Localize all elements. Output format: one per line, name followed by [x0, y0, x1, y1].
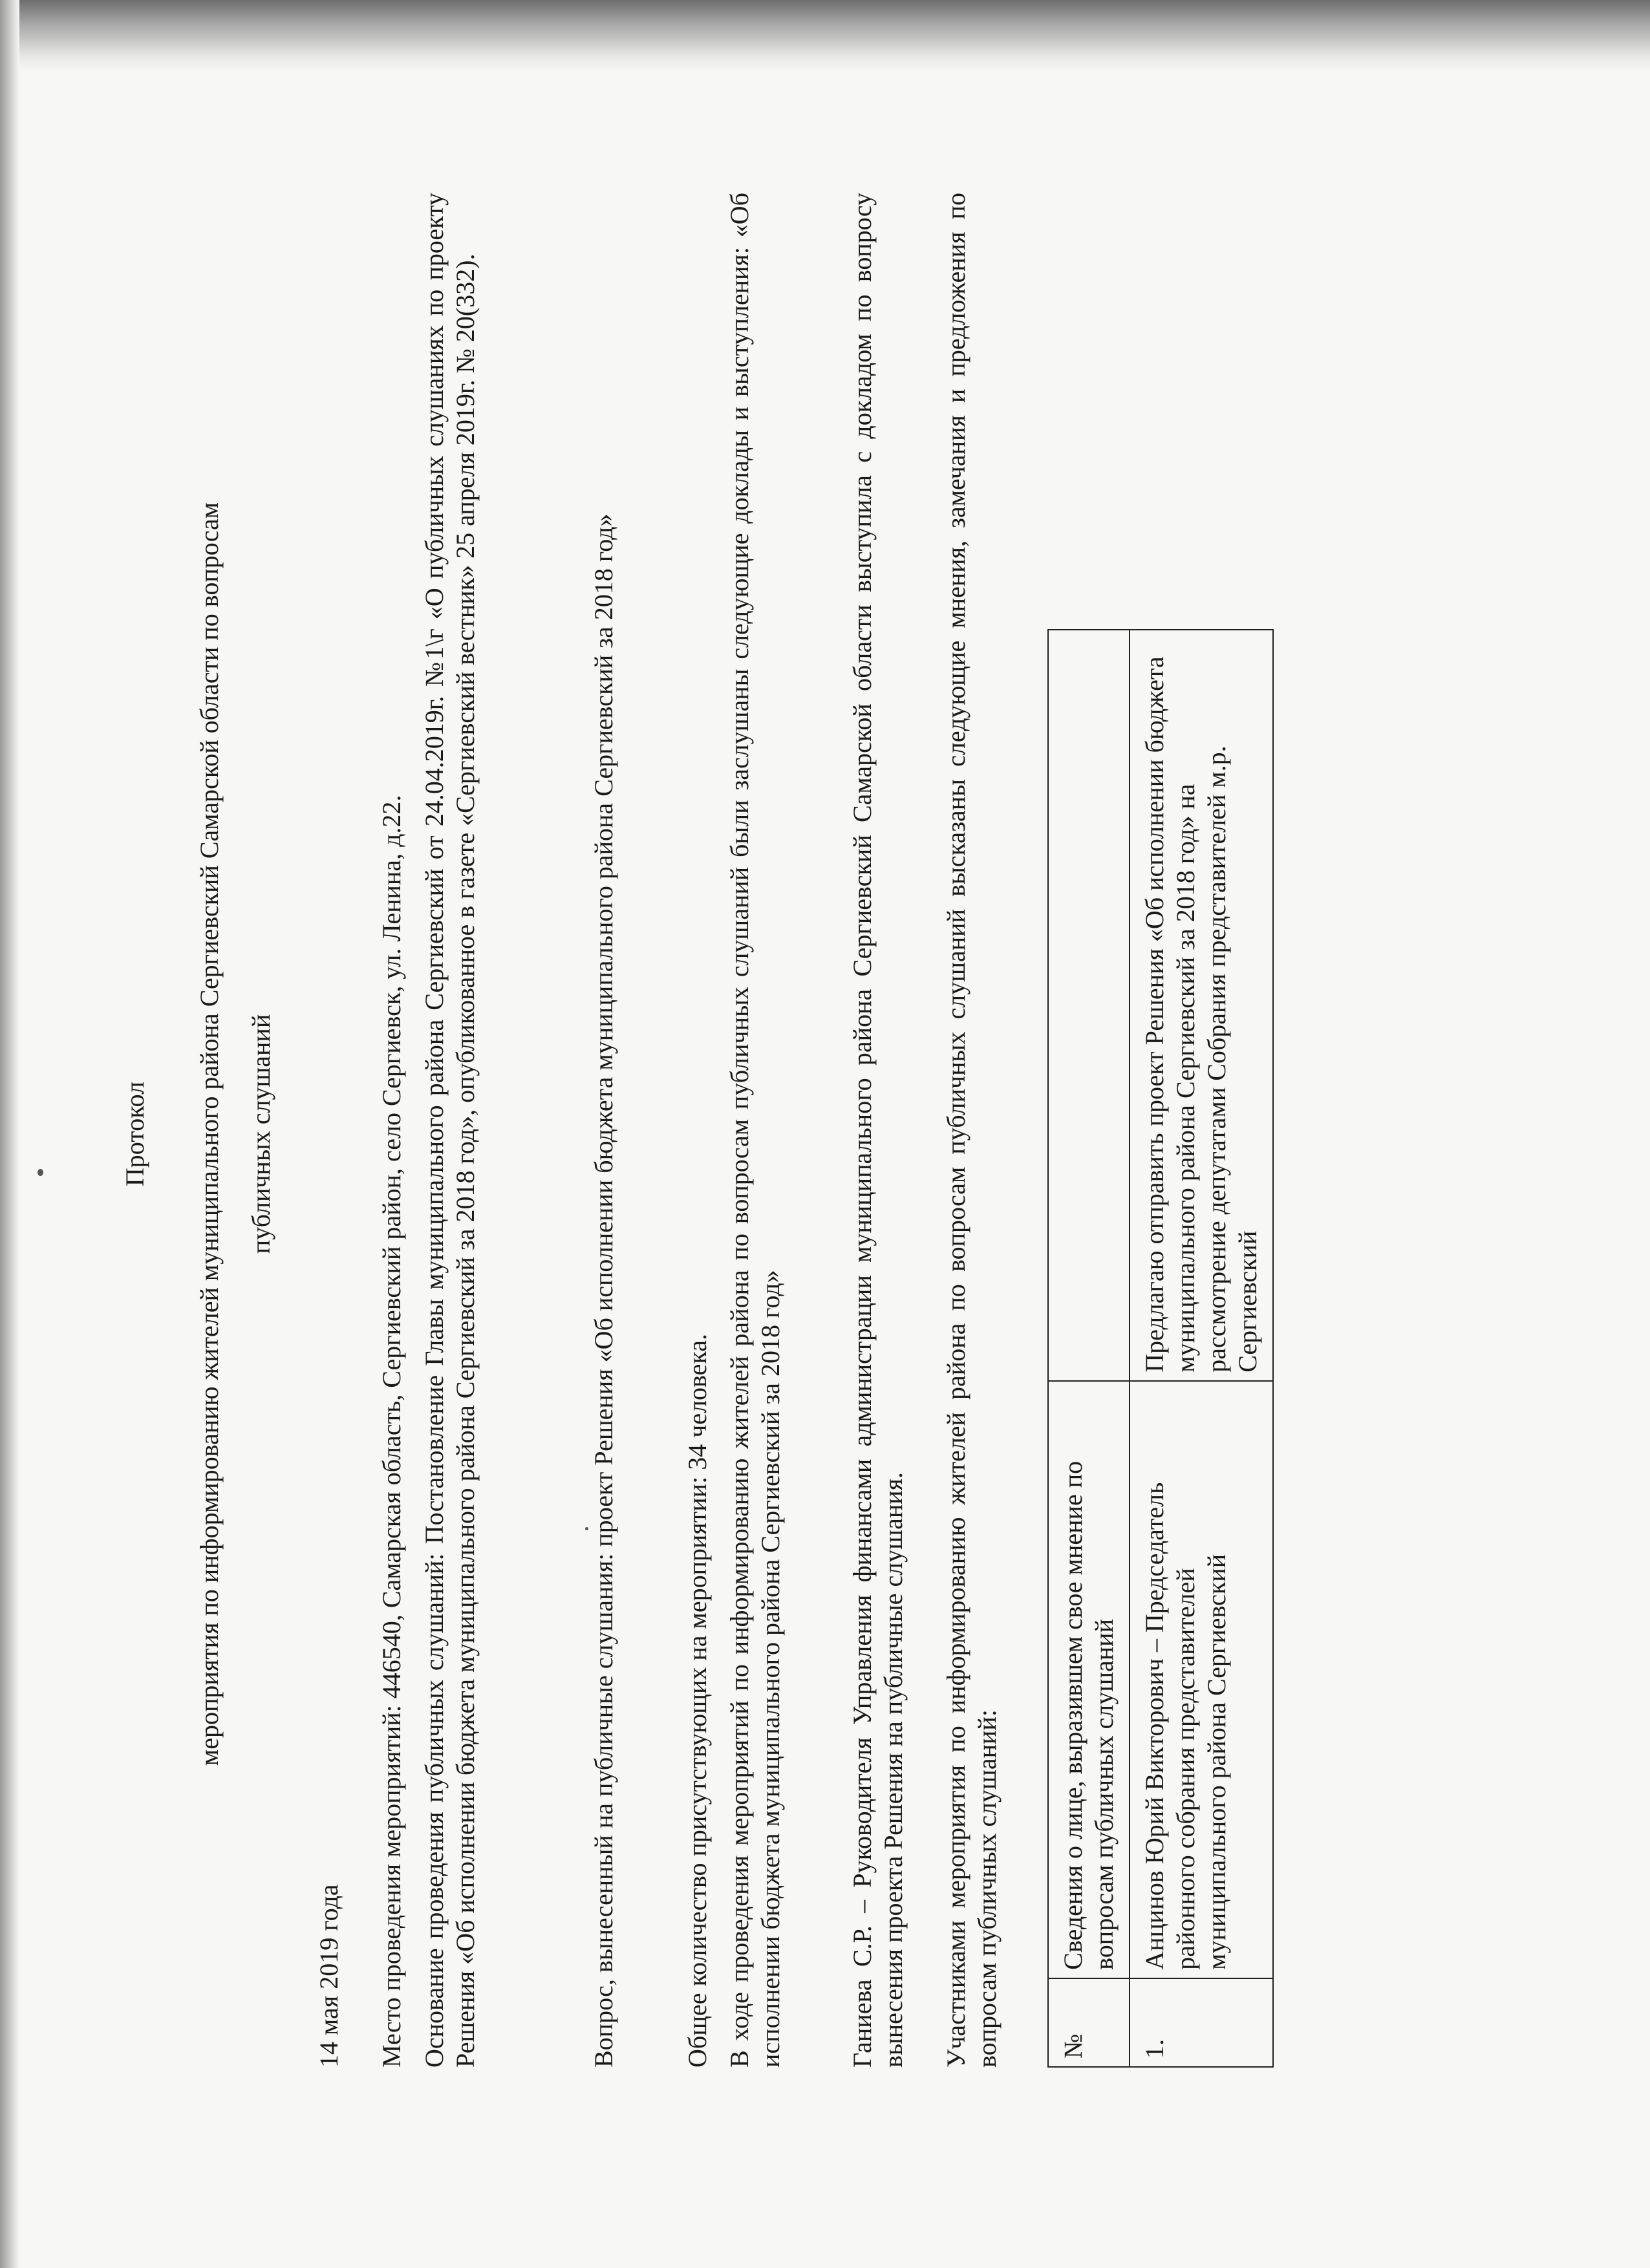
document-subtitle-line2: публичных слушаний — [246, 1014, 275, 1254]
table-header-row — [1048, 630, 1130, 2067]
header-number: № — [1048, 1978, 1130, 2067]
paragraph-question: Вопрос, вынесенный на публичные слушания: проект Решения «Об исполнении бюджета муниципального района Сергиевский за 2018 год» — [589, 513, 618, 2068]
paragraph-place: Место проведения мероприятий: 446540, Самарская область, Сергиевский район, село Сергиевск, ул. Ленина, д.22. — [377, 795, 406, 2068]
paragraph-participants: Участниками мероприятия по информированию жителей района по вопросам публичных слушаний высказаны следующие мнения, замечания и предложения по вопросам публичных слушаний: — [941, 193, 1002, 2068]
paragraph-speaker: Ганиева С.Р. – Руководителя Управления финансами администрации муниципального района Сергиевский Самарской области выступила с докладом по вопросу вынесения проекта Решения на публичные слушания. — [848, 193, 908, 2068]
header-opinion — [1048, 630, 1130, 1381]
paragraph-course: В ходе проведения мероприятий по информированию жителей района по вопросам публичных слушаний были заслушаны следующие доклады и выступления: «Об исполнении бюджета муниципального района Сергиевский за 2018 год» — [725, 193, 785, 2068]
paragraph-attendance: Общее количество присутствующих на мероприятии: 34 человека. — [683, 1333, 712, 2068]
document-title: Протокол — [120, 1081, 149, 1187]
header-person: Сведения о лице, выразившем свое мнение по вопросам публичных слушаний — [1048, 1381, 1130, 1978]
opinions-table — [1047, 629, 1274, 2068]
row-person: Анцинов Юрий Викторович – Председатель районного собрания представителей муниципального района Сергиевский — [1130, 1381, 1273, 1978]
row-number: 1. — [1130, 1978, 1273, 2067]
paragraph-basis: Основание проведения публичных слушаний: Постановление Главы муниципального района Сергиевский от 24.04.2019г. №1\г «О публичных слушаниях по проекту Решения «Об исполнении бюджета муниципального района Сергиевский за 2018 год», опубликованное в газете «Сергиевский вестник» 25 апреля 2019г. № 20(332). — [420, 193, 480, 2068]
row-opinion: Предлагаю отправить проект Решения «Об исполнении бюджета муниципального района Сергиевский за 2018 год» на рассмотрение депутатами Собрания представителей м.р. Сергиевский — [1130, 630, 1273, 1381]
document-subtitle: мероприятия по информированию жителей муниципального района Сергиевский Самарской области по вопросам — [195, 502, 224, 1766]
table-row — [1130, 630, 1273, 2067]
document-date: 14 мая 2019 года — [314, 1884, 343, 2068]
